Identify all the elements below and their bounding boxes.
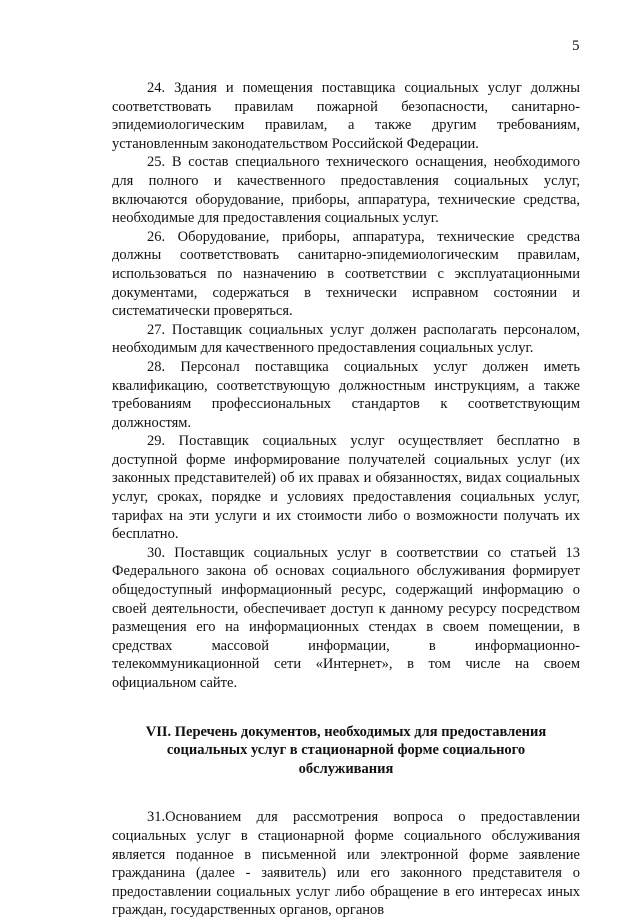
paragraph-25: 25. В состав специального технического оснащения, необходимого для полного и качественного предоставления социальных услуг, включаются оборудование, приборы, аппаратура, технические средства, необходимые для предоставления социальных услуг. bbox=[112, 154, 580, 227]
paragraph-28: 28. Персонал поставщика социальных услуг должен иметь квалификацию, соответствующую должностным инструкциям, а также требованиям профессиональных стандартов к соответствующим должностям. bbox=[112, 358, 580, 431]
page-number: 5 bbox=[572, 38, 580, 54]
paragraph-31: 31.Основанием для рассмотрения вопроса о предоставлении социальных услуг в стационарной форме социального обслуживания является поданное в письменной или электронной форме заявление гражданина (далее - заявитель) или его законного представителя о предоставлении социальных услуг либо обращение в его интересах иных граждан, государственных органов, органов bbox=[112, 809, 580, 919]
paragraph-29: 29. Поставщик социальных услуг осуществляет бесплатно в доступной форме информирование получателей социальных услуг (их законных представителей) об их правах и обязанностях, видах социальных услуг, сроках, порядке и условиях предоставления социальных услуг, тарифах на эти услуги и их стоимости либо о возможности получать их бесплатно. bbox=[112, 433, 580, 543]
paragraph-30: 30. Поставщик социальных услуг в соответствии со статьей 13 Федерального закона об основах социального обслуживания формирует общедоступный информационный ресурс, содержащий информацию о своей деятельности, обеспечивает доступ к данному ресурсу посредством размещения его на информационных стендах в своем помещении, в средствах массовой информации, в информационно-телекоммуникационной сети «Интернет», в том числе на своем официальном сайте. bbox=[112, 544, 580, 691]
paragraph-26: 26. Оборудование, приборы, аппаратура, технические средства должны соответствовать санитарно-эпидемиологическим правилам, использоваться по назначению в соответствии с эксплуатационными документами, содержаться в технически исправном состоянии и систематически проверяться. bbox=[112, 228, 580, 320]
document-body bbox=[112, 79, 580, 920]
section-heading: VII. Перечень документов, необходимых для предоставления социальных услуг в стационарной форме социального обслуживания bbox=[145, 723, 547, 777]
paragraph-27: 27. Поставщик социальных услуг должен располагать персоналом, необходимым для качественного предоставления социальных услуг. bbox=[112, 321, 580, 357]
paragraph-24: 24. Здания и помещения поставщика социальных услуг должны соответствовать правилам пожарной безопасности, санитарно-эпидемиологическим правилам, а также другим требованиям, установленным законодательством Российской Федерации. bbox=[112, 80, 580, 152]
